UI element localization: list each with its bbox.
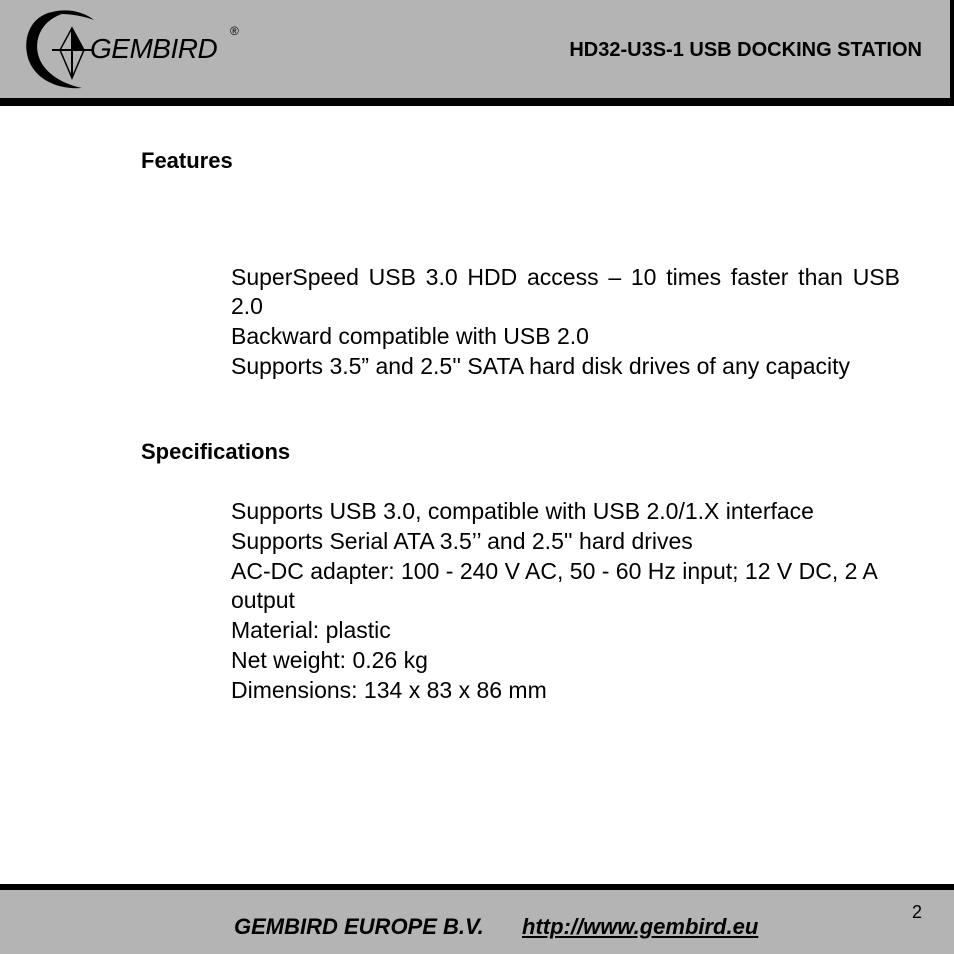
document-title: HD32-U3S-1 USB DOCKING STATION	[569, 39, 922, 61]
features-heading: Features	[141, 148, 233, 173]
list-item: Dimensions: 134 x 83 x 86 mm	[231, 677, 547, 703]
list-item: Supports Serial ATA 3.5’’ and 2.5'' hard drives	[231, 528, 693, 554]
registered-mark: ®	[230, 24, 239, 38]
page-header	[0, 0, 954, 106]
features-list	[231, 263, 900, 382]
list-item: Supports USB 3.0, compatible with USB 2.0/1.X interface	[231, 498, 814, 524]
list-item: Backward compatible with USB 2.0	[231, 323, 589, 349]
list-item: Net weight: 0.26 kg	[231, 647, 428, 673]
logo-wordmark: GEMBIRD	[90, 33, 218, 64]
page-footer	[0, 884, 954, 954]
list-item: Material: plastic	[231, 617, 391, 643]
list-item: AC-DC adapter: 100 - 240 V AC, 50 - 60 Hz input; 12 V DC, 2 A output	[231, 558, 877, 613]
specifications-list	[231, 497, 900, 706]
website-link[interactable]: http://www.gembird.eu	[522, 914, 759, 939]
company-name: GEMBIRD EUROPE B.V.	[234, 914, 484, 939]
specifications-heading: Specifications	[141, 439, 291, 464]
list-item: Supports 3.5” and 2.5'' SATA hard disk drives of any capacity	[231, 353, 851, 379]
gembird-logo	[22, 6, 252, 92]
list-item: SuperSpeed USB 3.0 HDD access – 10 times faster than USB 2.0	[231, 264, 900, 319]
page-number: 2	[912, 902, 923, 922]
